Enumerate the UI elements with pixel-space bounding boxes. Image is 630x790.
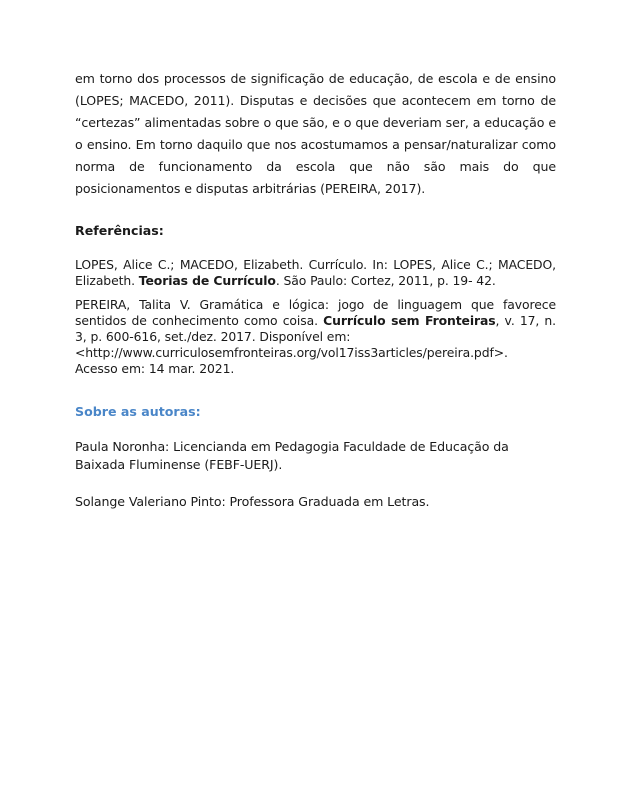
author-item-paula: Paula Noronha: Licencianda em Pedagogia Faculdade de Educação da Baixada Fluminense (FEBF-UERJ). (75, 439, 509, 472)
references-heading: Referências: (75, 223, 164, 238)
author-item-solange: Solange Valeriano Pinto: Professora Graduada em Letras. (75, 494, 430, 509)
body-paragraph: em torno dos processos de significação de educação, de escola e de ensino (LOPES; MACEDO, 2011). Disputas e decisões que acontecem em torno de “certezas” alimentadas sobre o que são, e o que deveriam ser, a educação e o ensino. Em torno daquilo que nos acostumamos a pensar/naturalizar como norma de funcionamento da escola que não são mais do que posicionamentos e disputas arbitrárias (PEREIRA, 2017). (75, 71, 556, 196)
authors-heading: Sobre as autoras: (75, 404, 201, 419)
reference-text: . São Paulo: Cortez, 2011, p. 19- 42. (275, 273, 496, 288)
reference-text: , v. 17, n. 3, p. 600-616, set./dez. 2017. Disponível em: (75, 313, 557, 344)
references-list (75, 257, 556, 377)
reference-item-pereira (75, 297, 556, 377)
document-page (75, 68, 556, 511)
reference-text: LOPES, Alice C.; MACEDO, Elizabeth. Currículo. In: LOPES, Alice C.; MACEDO, Elizabeth. (75, 257, 556, 288)
reference-access-date: Acesso em: 14 mar. 2021. (75, 361, 235, 376)
reference-url-link[interactable]: <http://www.curriculosemfronteiras.org/vol17iss3articles/pereira.pdf>. (75, 345, 508, 360)
reference-title: Currículo sem Fronteiras (323, 313, 496, 328)
reference-title: Teorias de Currículo (138, 273, 276, 288)
reference-item-lopes (75, 257, 556, 289)
reference-text: PEREIRA, Talita V. Gramática e lógica: jogo de linguagem que favorece sentidos de conhecimento como coisa. (75, 297, 556, 328)
